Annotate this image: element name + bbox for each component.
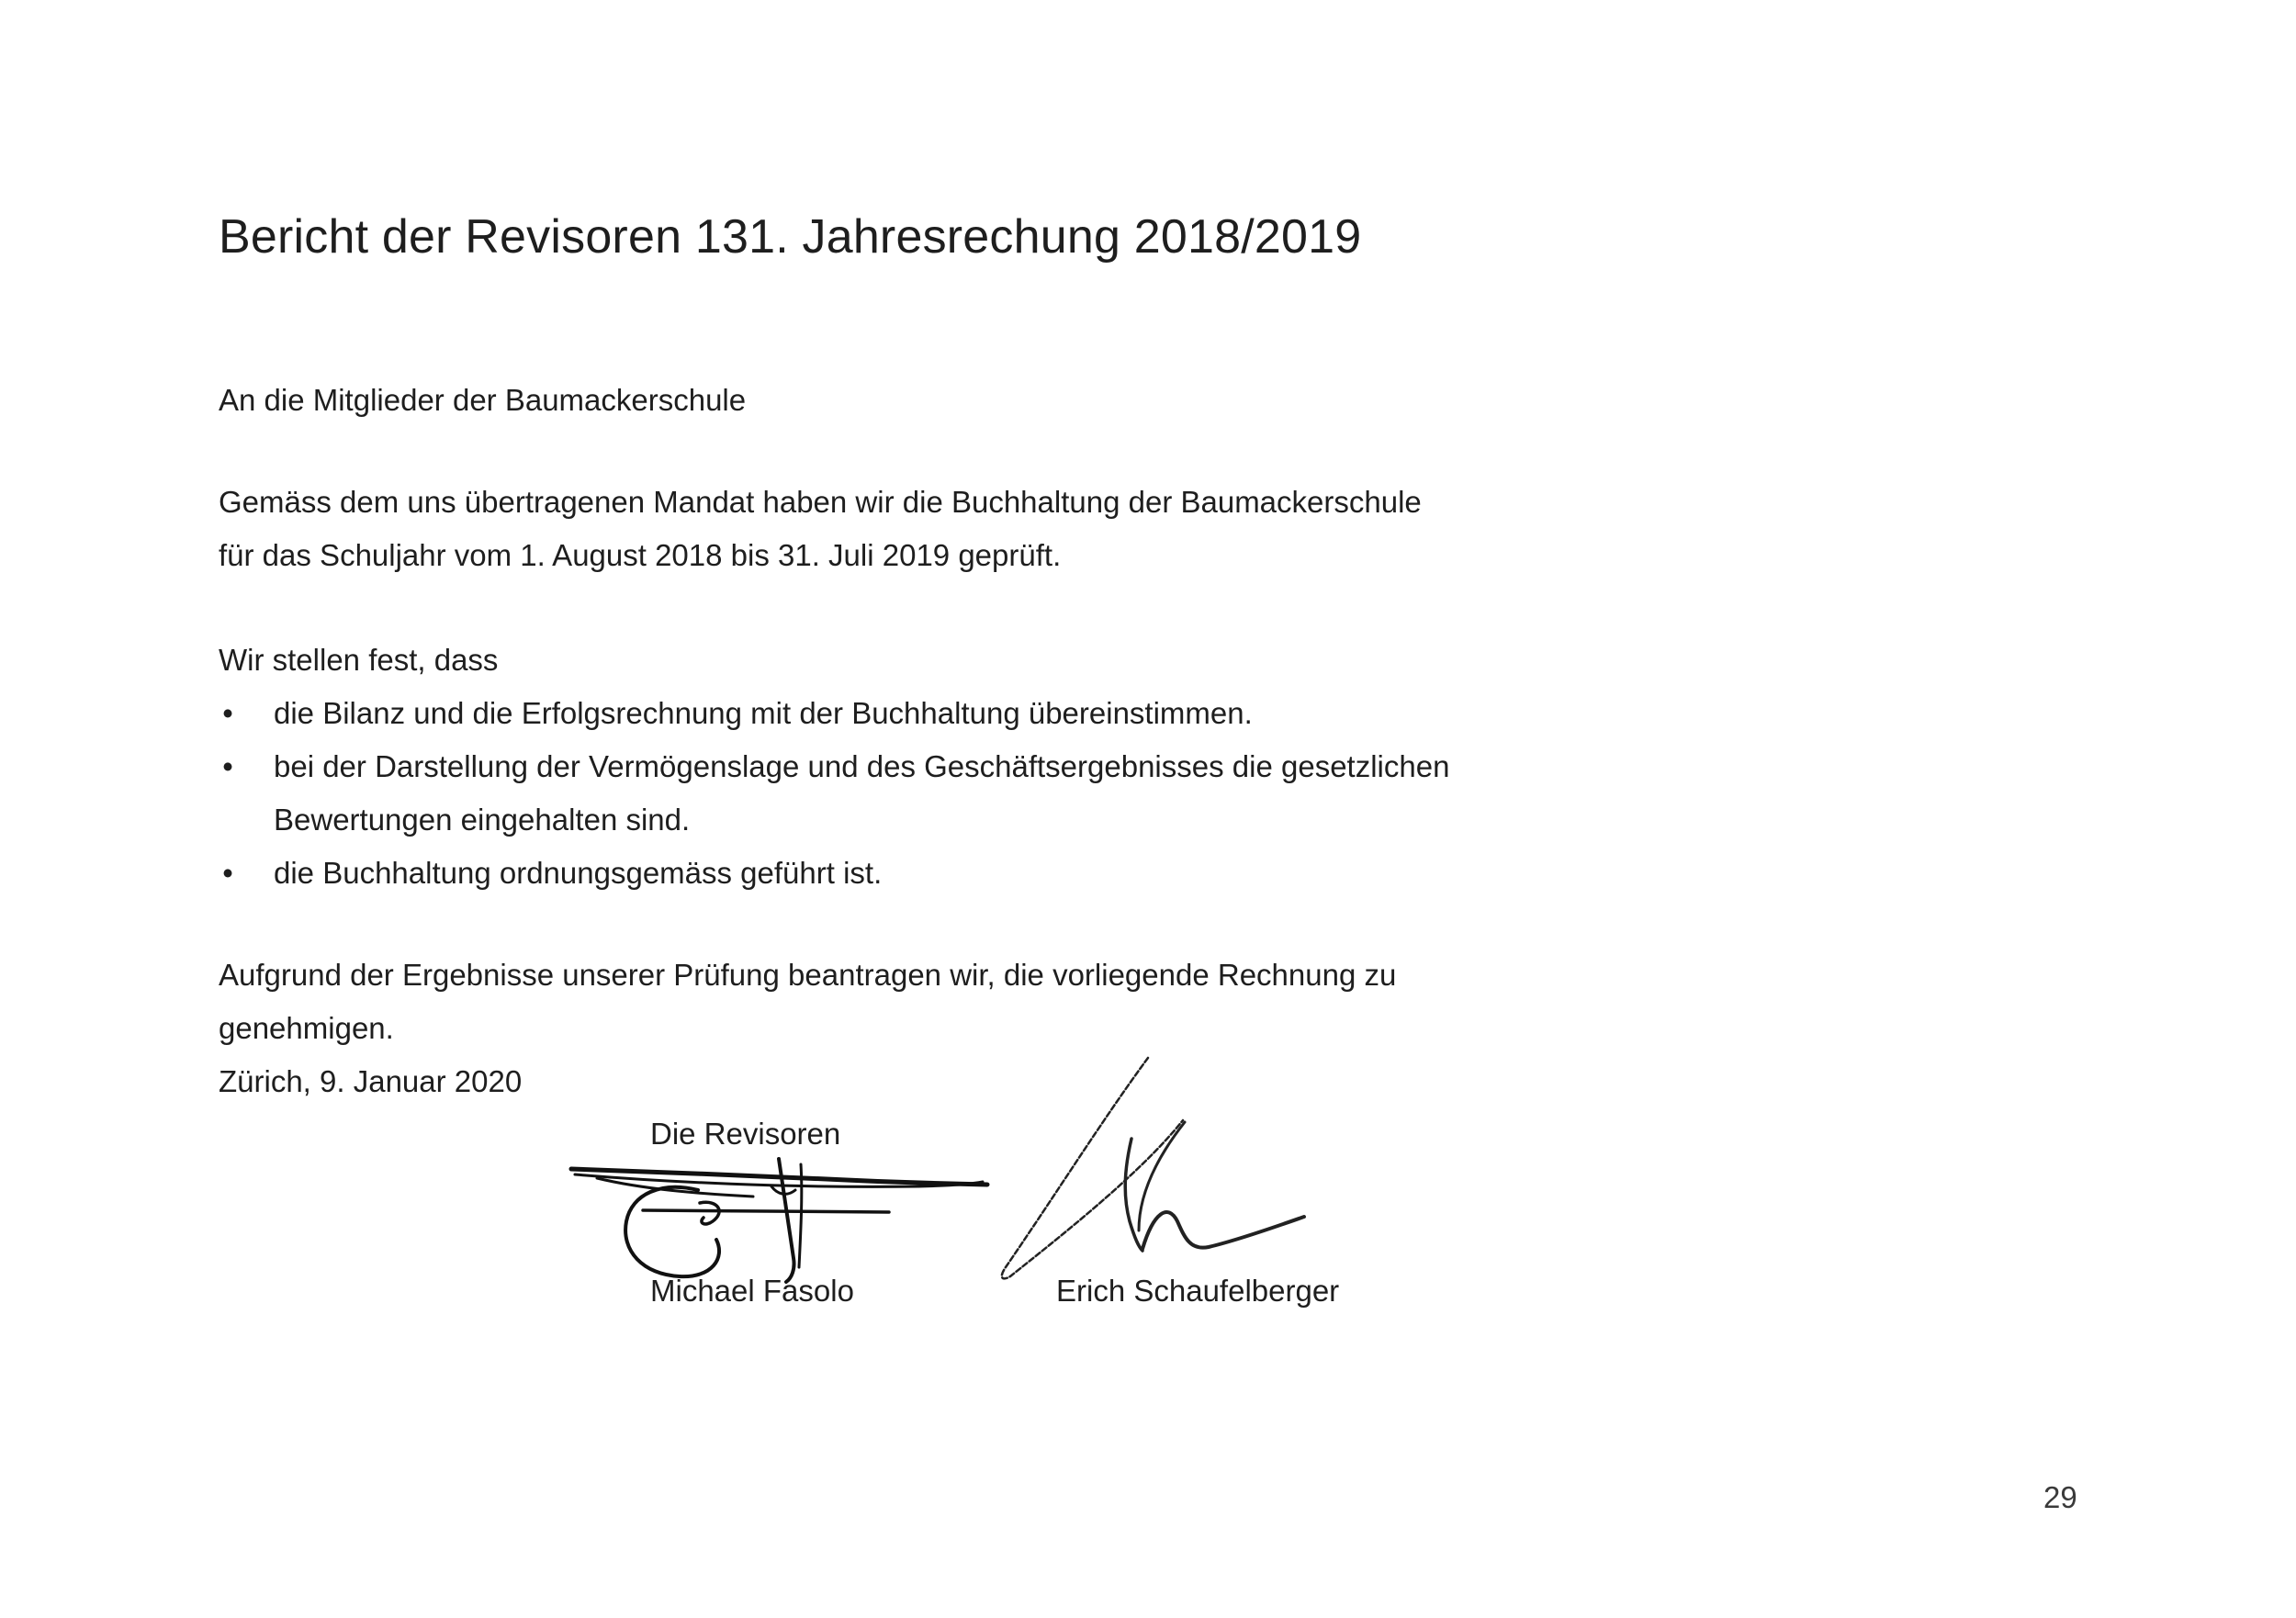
signer-name-1: Michael Fasolo (650, 1274, 854, 1308)
list-item-text: die Buchhaltung ordnungsgemäss geführt ist. (274, 856, 883, 890)
signature-heading: Die Revisoren (650, 1117, 841, 1151)
paragraph-line: Gemäss dem uns übertragenen Mandat haben wir die Buchhaltung der Baumackerschule (219, 485, 1422, 519)
paragraph-line: für das Schuljahr vom 1. August 2018 bis 31. Juli 2019 geprüft. (219, 538, 1062, 572)
page-title: Bericht der Revisoren 131. Jahresrechung 2018/2019 (219, 210, 1362, 264)
page-number: 29 (2043, 1480, 2077, 1514)
signature-erich-schaufelberger-icon (1002, 1058, 1304, 1278)
bullet-icon: • (222, 696, 233, 730)
list-item-text: bei der Darstellung der Vermögenslage und des Geschäftsergebnisses die gesetzlichen (274, 749, 1450, 783)
greeting: An die Mitglieder der Baumackerschule (219, 383, 747, 417)
signer-name-2: Erich Schaufelberger (1056, 1274, 1340, 1308)
place-date: Zürich, 9. Januar 2020 (219, 1064, 523, 1098)
paragraph-line: Aufgrund der Ergebnisse unserer Prüfung beantragen wir, die vorliegende Rechnung zu (219, 958, 1397, 992)
list-item-text: Bewertungen eingehalten sind. (274, 803, 691, 837)
list-item-text: die Bilanz und die Erfolgsrechnung mit der Buchhaltung übereinstimmen. (274, 696, 1253, 730)
signature-michael-fasolo-icon (571, 1159, 987, 1282)
bullet-icon: • (222, 856, 233, 890)
paragraph-line: genehmigen. (219, 1011, 394, 1045)
findings-intro: Wir stellen fest, dass (219, 643, 499, 677)
bullet-icon: • (222, 749, 233, 783)
